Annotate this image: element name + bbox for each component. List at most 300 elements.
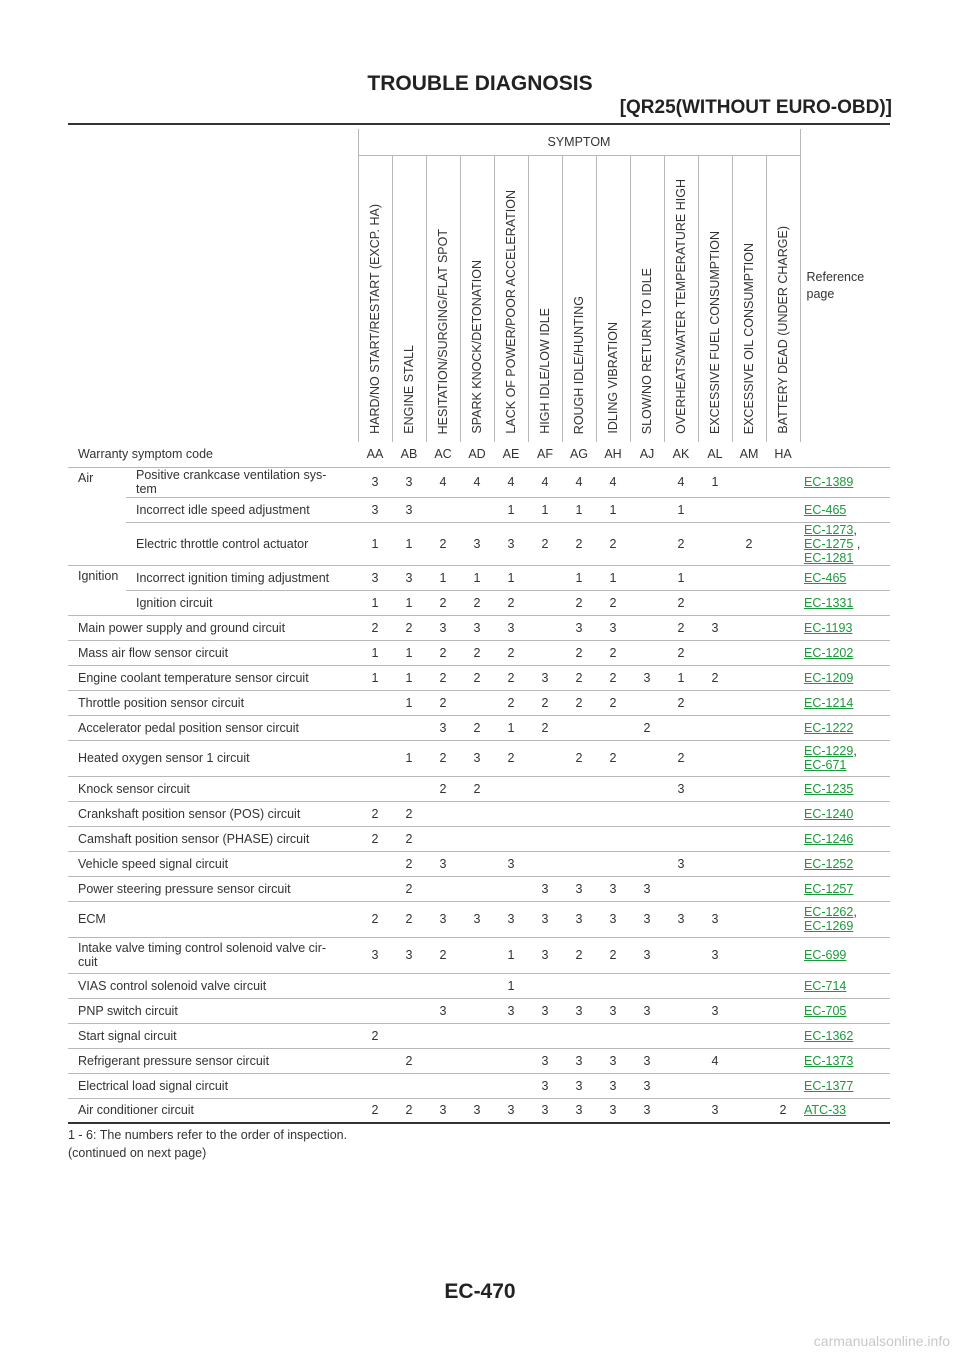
priority-cell	[460, 973, 494, 998]
engine-subtitle: [QR25(WITHOUT EURO-OBD)]	[619, 97, 892, 118]
warranty-code-cell: AF	[528, 442, 562, 467]
reference-link[interactable]: EC-465	[804, 570, 847, 585]
reference-link[interactable]: EC-671	[804, 758, 847, 772]
priority-cell	[630, 565, 664, 590]
priority-cell	[494, 1023, 528, 1048]
reference-cell	[800, 876, 890, 901]
priority-cell	[528, 973, 562, 998]
priority-cell: 1	[426, 565, 460, 590]
priority-cell	[358, 740, 392, 776]
symptom-column-label: HESITATION/SURGING/FLAT SPOT	[436, 228, 450, 434]
reference-link[interactable]: ATC-33	[804, 1103, 847, 1118]
priority-cell: 3	[698, 998, 732, 1023]
priority-cell	[630, 740, 664, 776]
priority-cell: 2	[664, 740, 698, 776]
priority-cell: 3	[528, 1048, 562, 1073]
priority-cell	[562, 851, 596, 876]
reference-link[interactable]: EC-1377	[804, 1078, 854, 1093]
row-label: Refrigerant pressure sensor circuit	[68, 1048, 358, 1073]
priority-cell: 3	[630, 998, 664, 1023]
priority-cell	[460, 1073, 494, 1098]
priority-cell: 2	[392, 801, 426, 826]
priority-cell: 2	[732, 522, 766, 565]
priority-cell: 2	[392, 876, 426, 901]
priority-cell: 3	[426, 901, 460, 937]
priority-cell: 2	[528, 522, 562, 565]
priority-cell: 1	[358, 590, 392, 615]
reference-link[interactable]: EC-1331	[804, 595, 854, 610]
table-row	[68, 640, 890, 665]
priority-cell: 3	[630, 876, 664, 901]
header-blank	[68, 129, 358, 442]
priority-cell: 2	[562, 740, 596, 776]
priority-cell	[630, 522, 664, 565]
priority-cell	[460, 937, 494, 973]
reference-link[interactable]: EC-1229	[804, 744, 854, 758]
symptom-column-label: BATTERY DEAD (UNDER CHARGE)	[776, 226, 790, 434]
priority-cell	[698, 801, 732, 826]
priority-cell	[630, 826, 664, 851]
priority-cell	[460, 1048, 494, 1073]
symptom-column-label: IDLING VIBRATION	[606, 322, 620, 434]
priority-cell: 3	[426, 615, 460, 640]
priority-cell: 3	[630, 937, 664, 973]
watermark: carmanualsonline.info	[813, 1333, 950, 1349]
priority-cell	[630, 467, 664, 497]
row-label: Accelerator pedal position sensor circuit	[68, 715, 358, 740]
priority-cell: 2	[664, 590, 698, 615]
priority-cell	[766, 565, 800, 590]
reference-cell	[800, 615, 890, 640]
priority-cell: 2	[392, 1098, 426, 1123]
priority-cell: 2	[426, 690, 460, 715]
reference-cell	[800, 640, 890, 665]
reference-link[interactable]: EC-699	[804, 948, 847, 962]
reference-link[interactable]: EC-1269	[804, 919, 854, 933]
reference-link[interactable]: EC-1257	[804, 881, 854, 896]
priority-cell: 1	[392, 665, 426, 690]
priority-cell: 3	[630, 665, 664, 690]
priority-cell	[460, 876, 494, 901]
priority-cell: 3	[460, 522, 494, 565]
reference-separator: ,	[853, 905, 857, 919]
reference-link[interactable]: EC-1273	[804, 522, 854, 537]
priority-cell	[358, 776, 392, 801]
priority-cell	[698, 851, 732, 876]
reference-link[interactable]: EC-705	[804, 1003, 847, 1018]
warranty-code-cell: AK	[664, 442, 698, 467]
priority-cell: 2	[460, 665, 494, 690]
row-label: ECM	[68, 901, 358, 937]
reference-link[interactable]: EC-1373	[804, 1053, 854, 1068]
priority-cell	[494, 876, 528, 901]
row-label: Electric throttle control actuator	[126, 522, 358, 565]
priority-cell	[766, 715, 800, 740]
priority-cell: 1	[562, 497, 596, 522]
priority-cell: 2	[528, 715, 562, 740]
priority-cell: 2	[392, 1048, 426, 1073]
priority-cell	[460, 826, 494, 851]
priority-cell	[766, 1023, 800, 1048]
reference-link[interactable]: EC-1193	[804, 620, 853, 635]
priority-cell: 3	[528, 876, 562, 901]
row-label: Incorrect ignition timing adjustment	[126, 565, 358, 590]
priority-cell: 2	[358, 1098, 392, 1123]
priority-cell	[528, 615, 562, 640]
priority-cell	[494, 801, 528, 826]
reference-cell	[800, 715, 890, 740]
reference-cell	[800, 1023, 890, 1048]
priority-cell	[732, 876, 766, 901]
priority-cell	[698, 1073, 732, 1098]
row-label: Throttle position sensor circuit	[68, 690, 358, 715]
priority-cell: 4	[562, 467, 596, 497]
priority-cell	[630, 801, 664, 826]
priority-cell	[426, 801, 460, 826]
priority-cell: 3	[528, 937, 562, 973]
priority-cell	[766, 615, 800, 640]
reference-link[interactable]: EC-1275	[804, 536, 854, 551]
priority-cell: 1	[528, 497, 562, 522]
priority-cell: 1	[392, 740, 426, 776]
table-row	[68, 590, 890, 615]
priority-cell: 4	[460, 467, 494, 497]
priority-cell: 1	[664, 665, 698, 690]
priority-cell	[766, 590, 800, 615]
priority-cell	[664, 937, 698, 973]
reference-cell	[800, 1048, 890, 1073]
priority-cell: 2	[562, 937, 596, 973]
priority-cell	[732, 851, 766, 876]
priority-cell	[732, 615, 766, 640]
priority-cell	[698, 876, 732, 901]
priority-cell: 3	[358, 565, 392, 590]
priority-cell: 2	[358, 615, 392, 640]
warranty-code-cell: AB	[392, 442, 426, 467]
table-row	[68, 801, 890, 826]
priority-cell	[562, 801, 596, 826]
priority-cell	[358, 1073, 392, 1098]
priority-cell: 3	[664, 851, 698, 876]
priority-cell	[698, 715, 732, 740]
reference-link[interactable]: EC-1252	[804, 856, 854, 871]
priority-cell	[426, 1048, 460, 1073]
reference-link[interactable]: EC-1222	[804, 720, 854, 735]
priority-cell	[358, 715, 392, 740]
priority-cell: 2	[698, 665, 732, 690]
priority-cell	[460, 497, 494, 522]
priority-cell	[698, 565, 732, 590]
reference-cell	[800, 937, 890, 973]
priority-cell	[630, 690, 664, 715]
priority-cell	[664, 715, 698, 740]
priority-cell: 2	[562, 640, 596, 665]
priority-cell: 3	[494, 901, 528, 937]
priority-cell: 3	[494, 851, 528, 876]
priority-cell: 2	[562, 690, 596, 715]
reference-cell	[800, 776, 890, 801]
priority-cell: 2	[426, 740, 460, 776]
priority-cell	[664, 876, 698, 901]
priority-cell: 1	[358, 665, 392, 690]
priority-cell	[460, 1023, 494, 1048]
priority-cell	[732, 998, 766, 1023]
priority-cell	[766, 973, 800, 998]
symptom-column-label: ROUGH IDLE/HUNTING	[572, 295, 586, 434]
reference-separator: ,	[853, 522, 857, 537]
priority-cell: 2	[494, 740, 528, 776]
reference-link[interactable]: EC-1362	[804, 1028, 854, 1043]
priority-cell: 3	[562, 1073, 596, 1098]
priority-cell	[664, 998, 698, 1023]
priority-cell: 3	[426, 1098, 460, 1123]
priority-cell: 2	[596, 690, 630, 715]
warranty-code-row	[68, 442, 890, 467]
priority-cell	[664, 826, 698, 851]
symptom-column-header	[766, 156, 800, 443]
symptom-column-header	[664, 156, 698, 443]
row-label: Engine coolant temperature sensor circuit	[68, 665, 358, 690]
row-label: Main power supply and ground circuit	[68, 615, 358, 640]
reference-link[interactable]: EC-1389	[804, 475, 854, 489]
priority-cell: 3	[630, 1098, 664, 1123]
priority-cell: 3	[630, 1048, 664, 1073]
priority-cell	[630, 640, 664, 665]
symptom-column-label: SLOW/NO RETURN TO IDLE	[640, 267, 654, 434]
priority-cell: 3	[392, 565, 426, 590]
priority-cell: 2	[494, 590, 528, 615]
priority-cell: 3	[596, 615, 630, 640]
priority-cell	[358, 998, 392, 1023]
symptom-column-header	[460, 156, 494, 443]
priority-cell	[766, 497, 800, 522]
row-label: Positive crankcase ventilation sys- tem	[126, 467, 358, 497]
priority-cell: 3	[596, 1073, 630, 1098]
priority-cell: 2	[630, 715, 664, 740]
priority-cell	[766, 522, 800, 565]
row-label: Heated oxygen sensor 1 circuit	[68, 740, 358, 776]
priority-cell	[596, 1023, 630, 1048]
priority-cell: 3	[494, 1098, 528, 1123]
priority-cell: 1	[596, 497, 630, 522]
priority-cell	[766, 467, 800, 497]
priority-cell: 3	[392, 937, 426, 973]
priority-cell: 3	[664, 776, 698, 801]
reference-separator: ,	[853, 536, 861, 551]
priority-cell: 2	[494, 640, 528, 665]
table-row	[68, 876, 890, 901]
group-ignition: Ignition	[68, 565, 126, 615]
priority-cell: 3	[562, 1098, 596, 1123]
row-label: Incorrect idle speed adjustment	[126, 497, 358, 522]
warranty-code-cell: AJ	[630, 442, 664, 467]
priority-cell	[630, 497, 664, 522]
priority-cell	[358, 876, 392, 901]
priority-cell: 3	[358, 937, 392, 973]
priority-cell: 4	[664, 467, 698, 497]
priority-cell: 3	[426, 851, 460, 876]
reference-link[interactable]: EC-1202	[804, 645, 854, 660]
priority-cell: 2	[392, 851, 426, 876]
page-number: EC-470	[444, 1280, 516, 1303]
priority-cell	[562, 776, 596, 801]
priority-cell: 3	[426, 715, 460, 740]
priority-cell	[732, 565, 766, 590]
priority-cell	[596, 776, 630, 801]
header-rule	[68, 123, 890, 125]
priority-cell	[766, 851, 800, 876]
priority-cell: 3	[460, 740, 494, 776]
priority-cell	[392, 715, 426, 740]
priority-cell	[698, 826, 732, 851]
reference-link[interactable]: EC-1214	[804, 695, 854, 710]
priority-cell: 2	[596, 740, 630, 776]
priority-cell	[732, 1073, 766, 1098]
priority-cell	[528, 640, 562, 665]
priority-cell	[698, 776, 732, 801]
priority-cell	[562, 1023, 596, 1048]
reference-link[interactable]: EC-1240	[804, 806, 854, 821]
priority-cell	[630, 776, 664, 801]
priority-cell	[528, 565, 562, 590]
reference-link[interactable]: EC-714	[804, 978, 847, 993]
reference-cell	[800, 1098, 890, 1123]
priority-cell	[630, 1023, 664, 1048]
priority-cell: 2	[664, 690, 698, 715]
priority-cell: 2	[426, 937, 460, 973]
priority-cell	[698, 740, 732, 776]
reference-link[interactable]: EC-1262	[804, 905, 854, 919]
priority-cell	[766, 1048, 800, 1073]
priority-cell: 1	[392, 522, 426, 565]
priority-cell	[358, 973, 392, 998]
priority-cell: 2	[426, 640, 460, 665]
row-label: Ignition circuit	[126, 590, 358, 615]
priority-cell	[358, 851, 392, 876]
priority-cell	[426, 973, 460, 998]
priority-cell: 3	[596, 1048, 630, 1073]
table-row	[68, 1023, 890, 1048]
priority-cell: 3	[562, 901, 596, 937]
priority-cell: 4	[698, 1048, 732, 1073]
reference-link[interactable]: EC-1235	[804, 781, 854, 796]
priority-cell: 3	[358, 467, 392, 497]
priority-cell: 2	[528, 690, 562, 715]
reference-cell	[800, 467, 890, 497]
table-row	[68, 937, 890, 973]
priority-cell: 3	[528, 665, 562, 690]
priority-cell	[766, 801, 800, 826]
priority-cell: 3	[528, 1098, 562, 1123]
row-label: Electrical load signal circuit	[68, 1073, 358, 1098]
priority-cell: 3	[562, 876, 596, 901]
priority-cell	[528, 851, 562, 876]
reference-link[interactable]: EC-465	[804, 502, 847, 517]
table-row	[68, 1073, 890, 1098]
priority-cell	[630, 590, 664, 615]
priority-cell	[358, 1048, 392, 1073]
priority-cell	[460, 801, 494, 826]
priority-cell	[732, 973, 766, 998]
priority-cell: 4	[426, 467, 460, 497]
priority-cell	[698, 690, 732, 715]
priority-cell: 2	[664, 522, 698, 565]
priority-cell: 3	[596, 1098, 630, 1123]
table-row	[68, 715, 890, 740]
row-label: Start signal circuit	[68, 1023, 358, 1048]
priority-cell	[698, 1023, 732, 1048]
priority-cell	[766, 776, 800, 801]
priority-cell: 3	[392, 467, 426, 497]
priority-cell	[664, 801, 698, 826]
symptom-column-header	[596, 156, 630, 443]
priority-cell: 2	[562, 590, 596, 615]
warranty-code-cell: AM	[732, 442, 766, 467]
row-label: Camshaft position sensor (PHASE) circuit	[68, 826, 358, 851]
table-body	[68, 442, 890, 1123]
symptom-column-label: HIGH IDLE/LOW IDLE	[538, 308, 552, 434]
priority-cell: 3	[630, 901, 664, 937]
priority-cell: 2	[358, 1023, 392, 1048]
priority-cell: 1	[460, 565, 494, 590]
priority-cell	[596, 801, 630, 826]
warranty-code-cell: AL	[698, 442, 732, 467]
priority-cell: 1	[664, 497, 698, 522]
priority-cell	[732, 590, 766, 615]
symptom-column-label: OVERHEATS/WATER TEMPERATURE HIGH	[674, 179, 688, 434]
priority-cell: 1	[358, 640, 392, 665]
priority-cell	[766, 1073, 800, 1098]
reference-cell	[800, 1073, 890, 1098]
priority-cell: 1	[494, 497, 528, 522]
table-row	[68, 901, 890, 937]
priority-cell	[664, 1023, 698, 1048]
table-row	[68, 973, 890, 998]
warranty-code-cell: AG	[562, 442, 596, 467]
symptom-column-header	[528, 156, 562, 443]
reference-link[interactable]: EC-1246	[804, 831, 854, 846]
warranty-code-cell: AA	[358, 442, 392, 467]
priority-cell: 1	[358, 522, 392, 565]
symptom-column-label: LACK OF POWER/POOR ACCELERATION	[504, 190, 518, 434]
priority-cell	[732, 740, 766, 776]
reference-cell	[800, 740, 890, 776]
priority-cell	[494, 1048, 528, 1073]
priority-cell	[698, 590, 732, 615]
priority-cell: 4	[596, 467, 630, 497]
reference-link[interactable]: EC-1281	[804, 550, 854, 565]
reference-cell	[800, 901, 890, 937]
reference-separator: ,	[853, 744, 857, 758]
priority-cell	[630, 973, 664, 998]
priority-cell: 2	[562, 665, 596, 690]
continued-note: (continued on next page)	[68, 1146, 207, 1160]
priority-cell	[732, 776, 766, 801]
priority-cell: 1	[392, 640, 426, 665]
priority-cell	[732, 467, 766, 497]
priority-cell	[732, 901, 766, 937]
priority-cell	[664, 1048, 698, 1073]
table-row	[68, 615, 890, 640]
reference-cell	[800, 690, 890, 715]
priority-cell	[426, 826, 460, 851]
priority-cell	[528, 801, 562, 826]
reference-link[interactable]: EC-1209	[804, 670, 854, 685]
table-row	[68, 665, 890, 690]
reference-cell	[800, 665, 890, 690]
priority-cell	[732, 1098, 766, 1123]
priority-cell	[596, 973, 630, 998]
